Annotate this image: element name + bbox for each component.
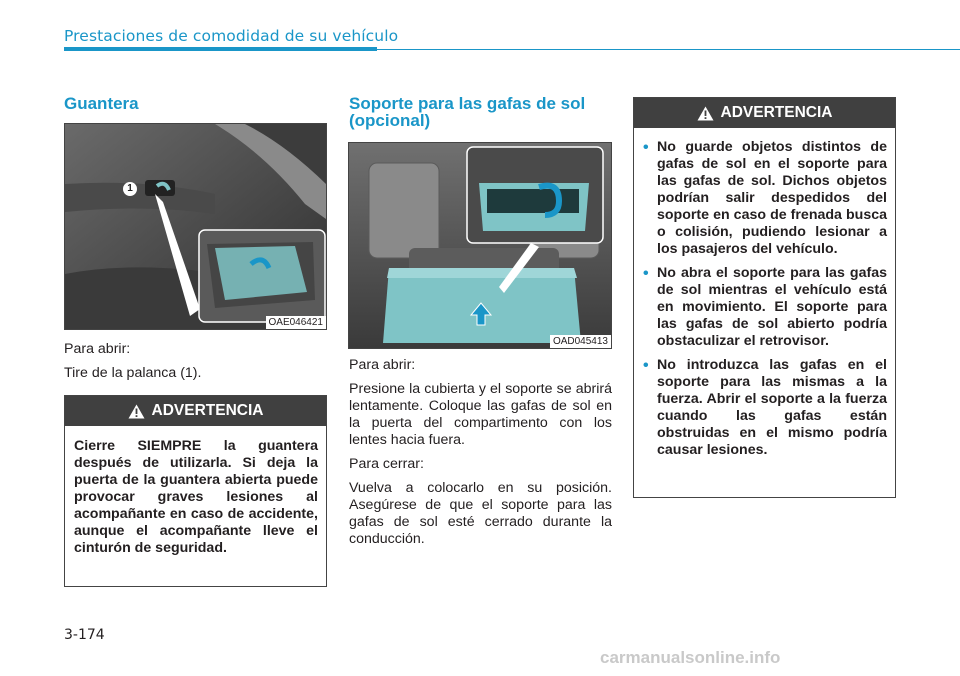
paragraph: Para cerrar: [349, 456, 424, 472]
title-line: Soporte para las gafas de sol [349, 94, 586, 113]
warning-list-container [634, 128, 895, 459]
section-header: Prestaciones de comodidad de su vehículo [64, 27, 399, 45]
warning-item [643, 139, 887, 258]
warning-item-text: No abra el soporte para las gafas de sol mientras el vehículo está en movimiento. El soporte para las gafas de sol abierto podría obstaculizar el retrovisor. [657, 265, 887, 349]
bullet-icon: • [643, 139, 649, 156]
paragraph: Presione la cubierta y el soporte se abrirá lentamente. Coloque las gafas de sol en la puerta del compartimento con los lentes hacia fuera. [349, 381, 612, 448]
warning-title: ADVERTENCIA [151, 402, 264, 419]
warning-item [643, 357, 887, 459]
warning-item-text: No guarde objetos distintos de gafas de sol en el soporte para las gafas de sol. Dichos objetos podrían salir despedidos del soporte en caso de frenada busca o colisión, pudiendo lesionar a los pasajeros del vehículo. [657, 139, 887, 257]
warning-title: ADVERTENCIA [720, 104, 833, 121]
warning-icon [128, 404, 145, 419]
watermark: carmanualsonline.info [600, 648, 781, 667]
warning-header [634, 98, 895, 128]
paragraph: Para abrir: [64, 341, 131, 357]
sunglass-holder-illustration [349, 143, 611, 348]
glovebox-instructions [64, 341, 326, 389]
warning-icon [697, 106, 714, 121]
title-line: (opcional) [349, 111, 431, 130]
glovebox-figure [64, 123, 327, 330]
warning-item-text: No introduzca las gafas en el soporte para las mismas a la fuerza. Abrir el soporte a la fuerza cuando las gafas están obstruidas en el mismo podría causar lesiones. [657, 357, 887, 458]
callout-number: 1 [123, 182, 137, 196]
header-rule-thin [377, 49, 960, 50]
paragraph: Tire de la palanca (1). [64, 365, 202, 381]
warning-list [643, 139, 887, 459]
figure-code: OAD045413 [550, 335, 611, 348]
warning-header [65, 396, 326, 426]
sunglass-holder-warning [633, 97, 896, 498]
header-rule-thick [64, 47, 377, 51]
glovebox-illustration [65, 124, 326, 329]
glovebox-warning [64, 395, 327, 587]
paragraph: Vuelva a colocarlo en su posición. Asegúrese de que el soporte para las gafas de sol esté cerrado durante la conducción. [349, 480, 612, 547]
sunglass-holder-title [349, 95, 614, 129]
warning-item [643, 265, 887, 350]
bullet-icon: • [643, 265, 649, 282]
sunglass-holder-instructions [349, 357, 612, 555]
page-number: 3-174 [64, 627, 105, 643]
bullet-icon: • [643, 357, 649, 374]
glovebox-title: Guantera [64, 94, 139, 113]
paragraph: Para abrir: [349, 357, 416, 373]
figure-code: OAE046421 [266, 316, 327, 329]
warning-text: Cierre SIEMPRE la guantera después de utilizarla. Si deja la puerta de la guantera abierta puede provocar graves lesiones al acompañante en caso de accidente, aunque el acompañante lleve el cinturón de seguridad. [74, 438, 318, 556]
sunglass-holder-figure [348, 142, 612, 349]
